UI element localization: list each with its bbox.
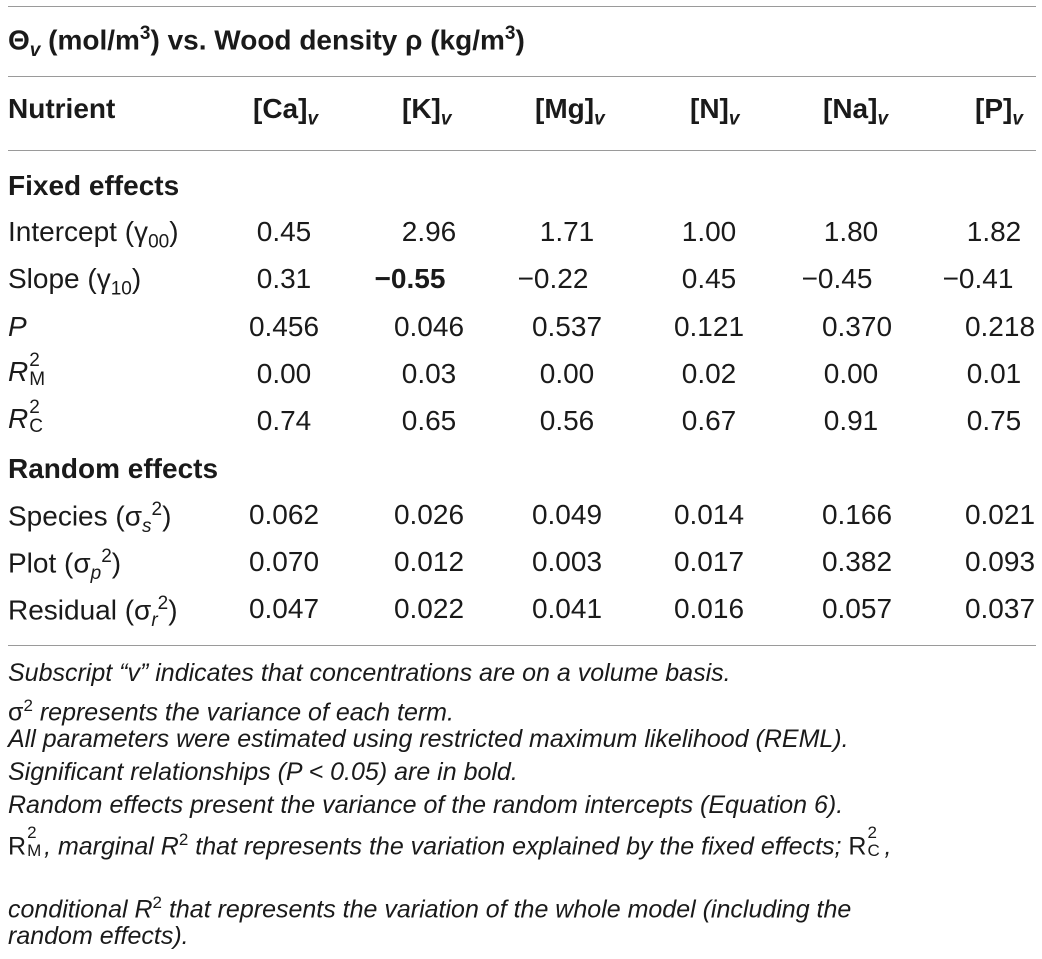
cell-slope-ca: 0.31: [256, 263, 312, 294]
row-label-p: P: [8, 311, 27, 342]
cell-intercept-na: 1.80: [823, 216, 879, 247]
cell-plot-na: 0.382: [821, 546, 893, 577]
cell-residual-k: 0.022: [393, 593, 465, 624]
cell-intercept-n: 1.00: [681, 216, 737, 247]
column-header-na: $[Na]_v$: [823, 93, 889, 130]
row-label-intercept: Intercept $(\gamma_{00})$: [8, 216, 179, 253]
cell-slope-k: −0.55: [374, 263, 446, 294]
row-label-residual: Residual $(\sigma_r^2)$: [8, 593, 178, 631]
cell-residual-n: 0.016: [673, 593, 745, 624]
cell-species-na: 0.166: [821, 499, 893, 530]
section-fixed-effects: Fixed effects: [8, 170, 180, 201]
row-label-plot: Plot $(\sigma_p^2)$: [8, 546, 122, 584]
cell-residual-ca: 0.047: [248, 593, 320, 624]
cell-slope-p: −0.41: [942, 263, 1014, 294]
table-title: $\Theta_v$ $(mol/m^3)$ vs. Wood density ρ $(kg/m^3)$: [8, 23, 525, 61]
footer-rule: [8, 645, 1036, 646]
cell-intercept-k: 2.96: [401, 216, 457, 247]
cell-r2m-ca: 0.00: [256, 358, 312, 389]
footnote-r2-end: random effects).: [8, 922, 189, 950]
header-rule: [8, 150, 1036, 151]
section-random-effects: Random effects: [8, 453, 219, 484]
footnote-random-effects: Random effects present the variance of the random intercepts (Equation 6).: [8, 791, 844, 819]
cell-r2m-n: 0.02: [681, 358, 737, 389]
cell-plot-ca: 0.070: [248, 546, 320, 577]
top-rule: [8, 6, 1036, 7]
cell-r2c-mg: 0.56: [539, 405, 595, 436]
cell-r2c-k: 0.65: [401, 405, 457, 436]
cell-p-ca: 0.456: [248, 311, 320, 342]
column-header-p: $[P]_v$: [975, 93, 1023, 130]
cell-p-mg: 0.537: [531, 311, 603, 342]
cell-p-na: 0.370: [821, 311, 893, 342]
cell-residual-na: 0.057: [821, 593, 893, 624]
row-label-r2m: R 2 M: [8, 350, 46, 390]
cell-r2m-mg: 0.00: [539, 358, 595, 389]
cell-plot-mg: 0.003: [531, 546, 603, 577]
cell-plot-n: 0.017: [673, 546, 745, 577]
cell-r2c-p: 0.75: [966, 405, 1022, 436]
footnote-r2-conditional: conditional $R^2$ that represents the variation of the whole model (including the: [8, 893, 852, 924]
cell-intercept-ca: 0.45: [256, 216, 312, 247]
cell-intercept-p: 1.82: [966, 216, 1022, 247]
cell-slope-mg: −0.22: [517, 263, 589, 294]
column-header-ca: $[Ca]_v$: [253, 93, 319, 130]
footnote-r2-definitions: R 2 M , marginal $R^2$ that represents the variation explained by the fixed effects; R 2 C ,: [8, 823, 892, 861]
row-label-r2c: R 2 C: [8, 397, 43, 437]
cell-r2m-p: 0.01: [966, 358, 1022, 389]
cell-intercept-mg: 1.71: [539, 216, 595, 247]
column-header-n: $[N]_v$: [690, 93, 740, 130]
cell-species-ca: 0.062: [248, 499, 320, 530]
cell-r2c-n: 0.67: [681, 405, 737, 436]
footnote-reml: All parameters were estimated using restricted maximum likelihood (REML).: [8, 725, 849, 753]
cell-r2m-na: 0.00: [823, 358, 879, 389]
cell-species-n: 0.014: [673, 499, 745, 530]
column-header-mg: $[Mg]_v$: [535, 93, 605, 130]
cell-species-p: 0.021: [964, 499, 1036, 530]
cell-plot-p: 0.093: [964, 546, 1036, 577]
row-label-species: Species $(\sigma_s^2)$: [8, 499, 172, 537]
column-header-nutrient: Nutrient: [8, 93, 116, 124]
row-label-slope: Slope $(\gamma_{10})$: [8, 263, 142, 300]
cell-slope-na: −0.45: [801, 263, 873, 294]
cell-r2c-na: 0.91: [823, 405, 879, 436]
footnote-significance: Significant relationships (P < 0.05) are in bold.: [8, 758, 518, 786]
footnote-subscript: Subscript “v” indicates that concentrations are on a volume basis.: [8, 659, 731, 687]
cell-p-k: 0.046: [393, 311, 465, 342]
title-rule: [8, 76, 1036, 77]
cell-r2m-k: 0.03: [401, 358, 457, 389]
cell-residual-mg: 0.041: [531, 593, 603, 624]
column-header-k: $[K]_v$: [402, 93, 452, 130]
cell-p-n: 0.121: [673, 311, 745, 342]
cell-r2c-ca: 0.74: [256, 405, 312, 436]
cell-species-mg: 0.049: [531, 499, 603, 530]
cell-p-p: 0.218: [964, 311, 1036, 342]
footnote-sigma: $\sigma^2$ represents the variance of each term.: [8, 696, 454, 727]
cell-slope-n: 0.45: [681, 263, 737, 294]
cell-species-k: 0.026: [393, 499, 465, 530]
cell-plot-k: 0.012: [393, 546, 465, 577]
cell-residual-p: 0.037: [964, 593, 1036, 624]
